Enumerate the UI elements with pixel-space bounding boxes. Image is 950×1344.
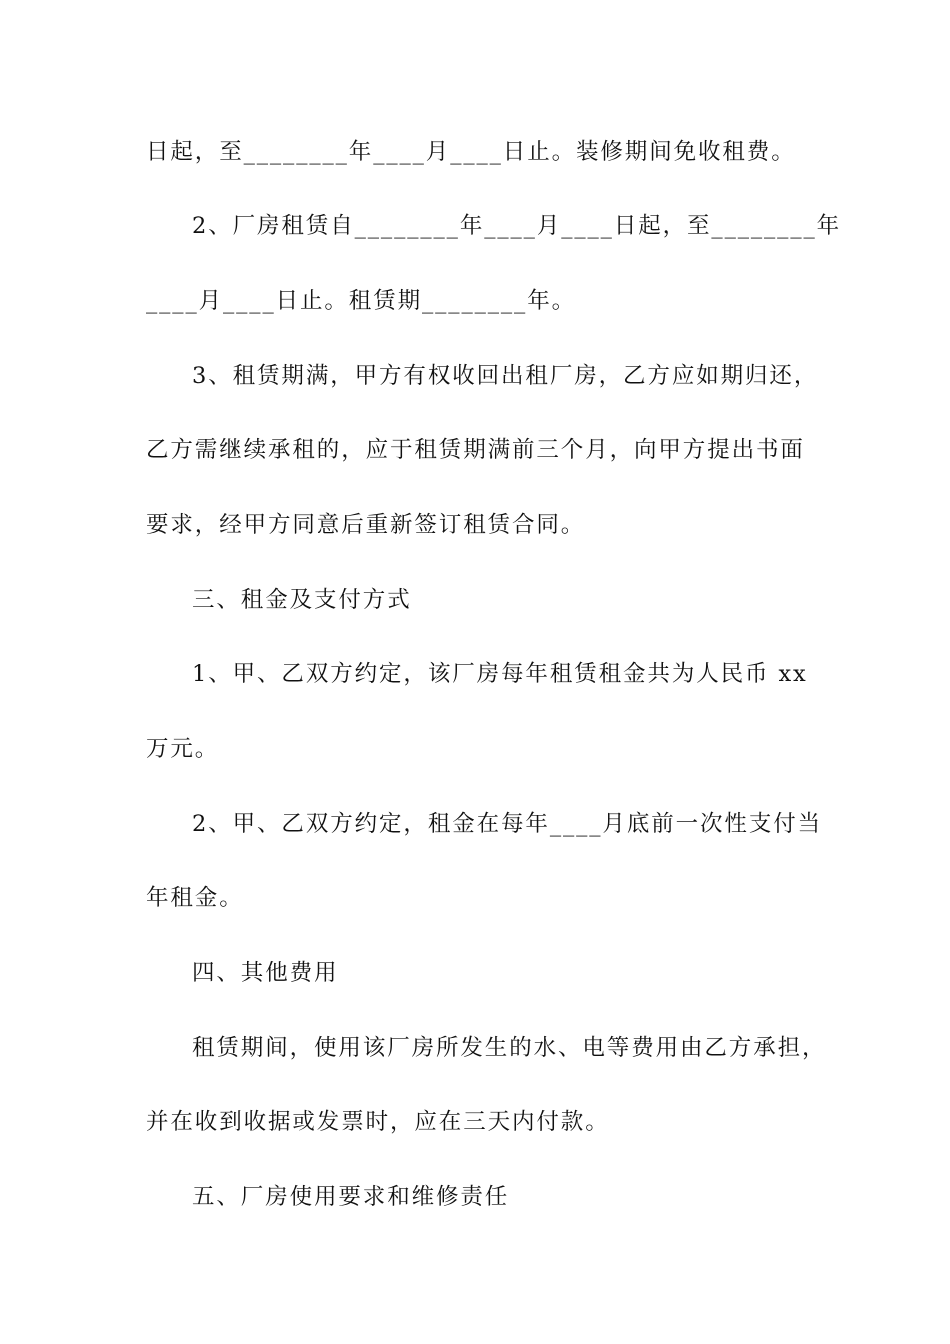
text-line-5: 乙方需继续承租的，应于租赁期满前三个月，向甲方提出书面: [146, 437, 805, 463]
text-line-9: 万元。: [146, 736, 220, 762]
text-line-8: 1、甲、乙双方约定，该厂房每年租赁租金共为人民币 xx: [192, 661, 808, 687]
text-line-3: ____月____日止。租赁期________年。: [146, 288, 577, 314]
text-line-4: 3、租赁期满，甲方有权收回出租厂房，乙方应如期归还，: [192, 363, 819, 389]
text-line-10: 2、甲、乙双方约定，租金在每年____月底前一次性支付当: [192, 811, 823, 837]
text-line-14: 并在收到收据或发票时，应在三天内付款。: [146, 1109, 610, 1135]
text-line-11: 年租金。: [146, 885, 244, 911]
section-heading-4: 四、其他费用: [192, 960, 339, 986]
section-heading-5: 五、厂房使用要求和维修责任: [192, 1184, 510, 1210]
text-line-2: 2、厂房租赁自________年____月____日起，至________年: [192, 213, 842, 239]
text-line-6: 要求，经甲方同意后重新签订租赁合同。: [146, 512, 586, 538]
section-heading-3: 三、租金及支付方式: [192, 587, 412, 613]
text-line-1: 日起，至________年____月____日止。装修期间免收租费。: [146, 139, 796, 165]
text-line-13: 租赁期间，使用该厂房所发生的水、电等费用由乙方承担，: [192, 1035, 827, 1061]
